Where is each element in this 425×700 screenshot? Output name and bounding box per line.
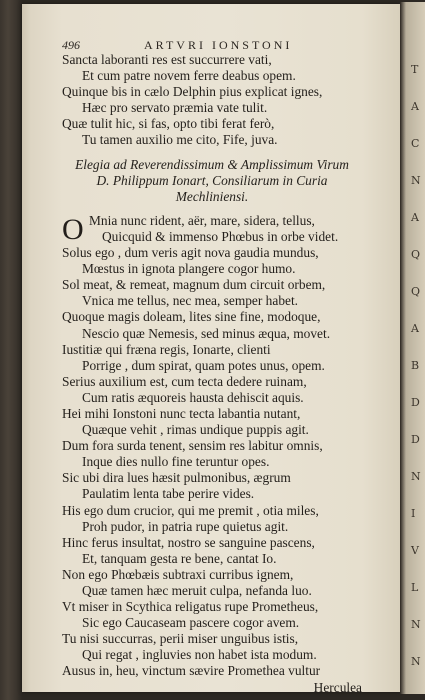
facing-page-letter: N: [411, 470, 421, 483]
verse-line: His ego dum crucior, qui me premit , otia miles,: [62, 502, 319, 518]
verse-line: Porrige , dum spirat, quam potes unus, opem.: [82, 357, 325, 373]
verse-line: Qui regat , ingluvies non habet ista modum.: [82, 647, 317, 663]
verse-line: Solus ego , dum veris agit nova gaudia mundus,: [62, 245, 319, 261]
verse-line: Vt miser in Scythica religatus rupe Prometheus,: [62, 599, 319, 615]
facing-page-letter: N: [411, 618, 421, 631]
facing-page-letter: N: [411, 174, 421, 187]
facing-page-letter: N: [411, 655, 421, 668]
facing-page-letter: I: [411, 507, 416, 520]
verse-line: Paulatim lenta tabe perire vides.: [82, 486, 255, 502]
facing-page-letter: Q: [411, 285, 421, 298]
elegy-title-line-2: D. Philippum Ionart, Consiliarum in Curia: [96, 172, 328, 188]
verse-line: Quicquid & immenso Phœbus in orbe videt.: [102, 228, 339, 244]
verse-line: Quinque bis in cælo Delphin pius explicat ignes,: [62, 84, 323, 100]
verse-line: Proh pudor, in patria rupe quietus agit.: [82, 518, 289, 534]
verse-line: Mœstus in ignota plangere cogor humo.: [82, 261, 296, 277]
page-text: [62, 52, 392, 696]
verse-line: Hinc ferus insultat, nostro se sanguine pascens,: [62, 534, 315, 550]
catchword: Herculea: [313, 679, 362, 695]
elegy-title-line-3: Mechliniensi.: [175, 188, 249, 204]
verse-line: Sic ubi dira lues hæsit pulmonibus, ægrum: [62, 470, 291, 486]
verse-line: Tu tamen auxilio me cito, Fife, juva.: [82, 132, 278, 148]
page-number: 496: [62, 38, 80, 52]
facing-page-letter: D: [411, 396, 420, 409]
verse-line: Quæ tulit hic, si fas, opto tibi ferat ferò,: [62, 116, 275, 132]
verse-line: Non ego Phœbæis subtraxi curribus ignem,: [62, 566, 294, 582]
elegy-verses: [62, 245, 392, 680]
dropcap-verse: [62, 213, 392, 245]
facing-page-letter: D: [411, 433, 420, 446]
facing-page-letter: L: [411, 581, 419, 594]
running-head: ARTVRI IONSTONI: [144, 38, 293, 52]
verse-line: Cum ratis æquoreis hausta dehiscit aquis.: [82, 389, 304, 405]
verse-line: Serius auxilium est, cum tecta dedere ruinam,: [62, 373, 307, 389]
verse-line: Iustitiæ qui fræna regis, Ionarte, clienti: [62, 341, 271, 357]
verse-line: Quæque vehit , rimas undique puppis agit.: [82, 422, 309, 438]
facing-page-letter: Q: [411, 248, 421, 261]
facing-page-edge: [400, 2, 425, 694]
verse-line: Quoque magis doleam, lites sine fine, modoque,: [62, 309, 321, 325]
facing-page-letter: V: [411, 544, 419, 557]
verse-line: Mnia nunc rident, aër, mare, sidera, tellus,: [89, 212, 315, 228]
facing-page-letter: B: [411, 359, 420, 372]
verse-line: Sancta laboranti res est succurrere vati,: [62, 52, 272, 67]
facing-page-letter: A: [411, 100, 419, 113]
verse-line: Et, tanquam gesta re bene, cantat Io.: [82, 550, 277, 566]
facing-page-letter: T: [411, 63, 419, 76]
verse-line: Dum fora surda tenent, sensim res labitur omnis,: [62, 438, 323, 454]
verse-line: Nescio quæ Nemesis, sed minus æqua, movet.: [82, 325, 331, 341]
verse-line: Vnica me tellus, nec mea, semper habet.: [82, 293, 299, 309]
facing-page-letter: A: [411, 211, 419, 224]
elegy-title-line-1: Elegia ad Reverendissimum & Amplissimum Virum: [75, 156, 349, 172]
verse-line: Tu nisi succurras, perii miser unguibus istis,: [62, 631, 299, 647]
verse-line: Quæ tamen hæc meruit culpa, nefanda luo.: [82, 583, 312, 598]
verse-line: Sol meat, & remeat, magnum dum circuit orbem,: [62, 277, 326, 293]
facing-page-letter: A: [411, 322, 419, 335]
opening-verses: [62, 52, 392, 149]
verse-line: Inque dies nullo fine teruntur opes.: [82, 454, 270, 470]
drop-cap-letter: O: [62, 212, 84, 246]
facing-page-letter: C: [411, 137, 420, 150]
verse-line: Hæc pro servato præmia vate tulit.: [82, 100, 268, 116]
verse-line: Sic ego Caucaseam pascere cogor avem.: [82, 615, 300, 631]
verse-line: Et cum patre novem ferre deabus opem.: [82, 68, 296, 84]
verse-line: Hei mihi Ionstoni nunc tecta labantia nutant,: [62, 405, 301, 421]
verse-line: Ausus in, heu, vinctum sævire Promethea vultur: [62, 663, 321, 679]
